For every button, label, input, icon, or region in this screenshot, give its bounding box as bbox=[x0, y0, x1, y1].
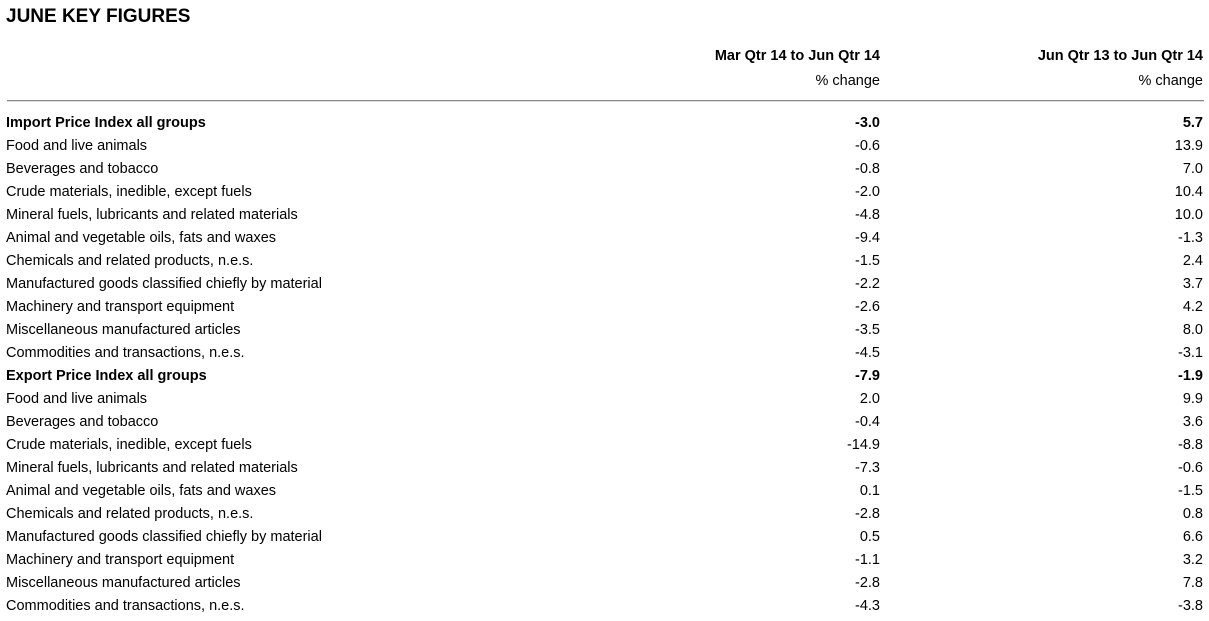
table-row bbox=[0, 158, 1209, 181]
table-row bbox=[0, 434, 1209, 457]
row-label: Machinery and transport equipment bbox=[6, 299, 235, 315]
quarterly-change-value: -9.4 bbox=[855, 230, 880, 246]
quarterly-change-value: -0.6 bbox=[855, 138, 880, 154]
row-label: Beverages and tobacco bbox=[6, 414, 159, 430]
row-label: Commodities and transactions, n.e.s. bbox=[6, 598, 245, 614]
row-label: Import Price Index all groups bbox=[6, 115, 206, 131]
annual-change-value: 9.9 bbox=[1182, 391, 1203, 407]
row-label: Chemicals and related products, n.e.s. bbox=[6, 253, 254, 269]
quarterly-change-value: -7.9 bbox=[855, 368, 880, 384]
quarterly-change-value: -3.5 bbox=[855, 322, 880, 338]
row-label: Miscellaneous manufactured articles bbox=[6, 575, 241, 591]
table-row bbox=[0, 526, 1209, 549]
quarterly-change-value: -4.8 bbox=[855, 207, 880, 223]
row-label: Chemicals and related products, n.e.s. bbox=[6, 506, 254, 522]
row-label: Mineral fuels, lubricants and related materials bbox=[6, 207, 298, 223]
annual-change-value: 0.8 bbox=[1182, 506, 1203, 522]
page-title: JUNE KEY FIGURES bbox=[6, 6, 191, 27]
row-label: Food and live animals bbox=[6, 391, 148, 407]
table-row bbox=[0, 112, 1209, 135]
table-row bbox=[0, 319, 1209, 342]
annual-change-value: 13.9 bbox=[1174, 138, 1203, 154]
quarterly-change-value: -2.8 bbox=[855, 575, 880, 591]
annual-change-value: 3.6 bbox=[1182, 414, 1203, 430]
annual-change-value: -1.3 bbox=[1178, 230, 1203, 246]
table-row bbox=[0, 296, 1209, 319]
table-row bbox=[0, 135, 1209, 158]
column-subheading: % change bbox=[815, 73, 880, 89]
quarterly-change-value: -2.2 bbox=[855, 276, 880, 292]
annual-change-value: 3.7 bbox=[1182, 276, 1203, 292]
key-figures-table bbox=[0, 112, 1209, 618]
annual-change-value: -3.1 bbox=[1178, 345, 1203, 361]
table-row bbox=[0, 457, 1209, 480]
annual-change-value: 10.0 bbox=[1174, 207, 1203, 223]
row-label: Miscellaneous manufactured articles bbox=[6, 322, 241, 338]
header-divider bbox=[7, 100, 1204, 101]
table-row bbox=[0, 388, 1209, 411]
annual-change-value: 4.2 bbox=[1182, 299, 1203, 315]
quarterly-change-value: -1.5 bbox=[855, 253, 880, 269]
table-row bbox=[0, 411, 1209, 434]
row-label: Mineral fuels, lubricants and related materials bbox=[6, 460, 298, 476]
row-label: Export Price Index all groups bbox=[6, 368, 207, 384]
row-label: Crude materials, inedible, except fuels bbox=[6, 184, 252, 200]
annual-change-value: 7.8 bbox=[1182, 575, 1203, 591]
annual-change-value: 2.4 bbox=[1182, 253, 1203, 269]
table-row bbox=[0, 595, 1209, 618]
annual-change-value: -1.5 bbox=[1178, 483, 1203, 499]
table-row bbox=[0, 250, 1209, 273]
table-row bbox=[0, 503, 1209, 526]
column-heading: Jun Qtr 13 to Jun Qtr 14 bbox=[1037, 48, 1203, 64]
row-label: Crude materials, inedible, except fuels bbox=[6, 437, 252, 453]
table-row bbox=[0, 181, 1209, 204]
row-label: Beverages and tobacco bbox=[6, 161, 159, 177]
annual-change-value: 5.7 bbox=[1182, 115, 1203, 131]
row-label: Food and live animals bbox=[6, 138, 148, 154]
annual-change-value: -3.8 bbox=[1178, 598, 1203, 614]
column-subheading: % change bbox=[1138, 73, 1203, 89]
row-label: Manufactured goods classified chiefly by material bbox=[6, 529, 322, 545]
quarterly-change-value: -0.8 bbox=[855, 161, 880, 177]
quarterly-change-value: -4.3 bbox=[855, 598, 880, 614]
quarterly-change-value: 0.1 bbox=[859, 483, 880, 499]
row-label: Commodities and transactions, n.e.s. bbox=[6, 345, 245, 361]
table-row bbox=[0, 365, 1209, 388]
table-row bbox=[0, 572, 1209, 595]
quarterly-change-value: 0.5 bbox=[859, 529, 880, 545]
annual-change-value: 10.4 bbox=[1174, 184, 1203, 200]
quarterly-change-value: -7.3 bbox=[855, 460, 880, 476]
row-label: Animal and vegetable oils, fats and waxes bbox=[6, 230, 277, 246]
quarterly-change-value: -4.5 bbox=[855, 345, 880, 361]
quarterly-change-value: -0.4 bbox=[855, 414, 880, 430]
table-row bbox=[0, 227, 1209, 250]
column-heading: Mar Qtr 14 to Jun Qtr 14 bbox=[714, 48, 880, 64]
column-header-annual bbox=[1038, 47, 1203, 93]
annual-change-value: -8.8 bbox=[1178, 437, 1203, 453]
annual-change-value: 3.2 bbox=[1182, 552, 1203, 568]
quarterly-change-value: -2.0 bbox=[855, 184, 880, 200]
quarterly-change-value: -14.9 bbox=[846, 437, 880, 453]
table-row bbox=[0, 342, 1209, 365]
column-header-quarterly bbox=[715, 47, 880, 93]
table-row bbox=[0, 480, 1209, 503]
annual-change-value: -1.9 bbox=[1178, 368, 1203, 384]
annual-change-value: 6.6 bbox=[1182, 529, 1203, 545]
row-label: Machinery and transport equipment bbox=[6, 552, 235, 568]
annual-change-value: 8.0 bbox=[1182, 322, 1203, 338]
quarterly-change-value: -2.6 bbox=[855, 299, 880, 315]
table-row bbox=[0, 204, 1209, 227]
table-row bbox=[0, 549, 1209, 572]
quarterly-change-value: -1.1 bbox=[855, 552, 880, 568]
row-label: Manufactured goods classified chiefly by material bbox=[6, 276, 322, 292]
row-label: Animal and vegetable oils, fats and waxes bbox=[6, 483, 277, 499]
annual-change-value: 7.0 bbox=[1182, 161, 1203, 177]
quarterly-change-value: -3.0 bbox=[855, 115, 880, 131]
annual-change-value: -0.6 bbox=[1178, 460, 1203, 476]
quarterly-change-value: 2.0 bbox=[859, 391, 880, 407]
quarterly-change-value: -2.8 bbox=[855, 506, 880, 522]
table-row bbox=[0, 273, 1209, 296]
